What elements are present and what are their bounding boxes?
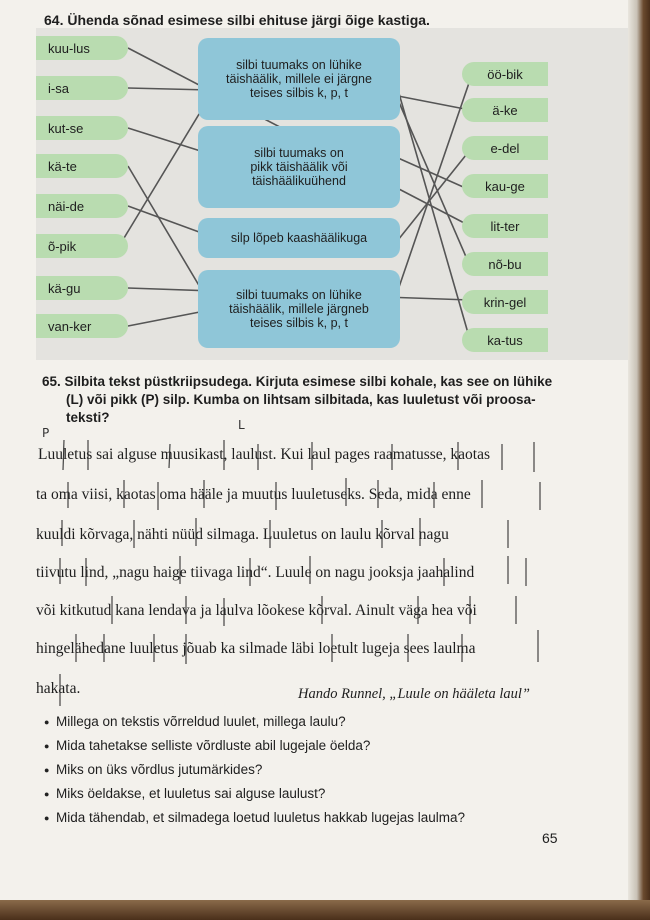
word-label: i-sa (48, 80, 69, 96)
exercise-65-title-line3: teksti? (66, 410, 110, 425)
citation: Hando Runnel, „Luule on hääleta laul” (298, 686, 530, 702)
text-line-3: kuuldi kõrvaga, nähti nüüd silmaga. Luuletus on laulu kõrval nagu (36, 526, 449, 543)
text-line-4: tiivutu lind, „nagu haige tiivaga lind“. Luule on nagu jooksja jaahalind (36, 564, 475, 581)
question-item: ● Miks on üks võrdlus jutumärkides? (56, 762, 262, 777)
box-line: teises silbis k, p, t (250, 316, 348, 330)
box-line: pikk täishäälik või (250, 160, 348, 174)
word-label: näi-de (48, 198, 85, 214)
box-line: täishäälikuühend (252, 174, 346, 188)
word-label: van-ker (48, 318, 92, 334)
handwritten-mark-p: P (42, 426, 50, 440)
box-line: täishäälik, millele ei järgne (226, 72, 372, 86)
text-line-5: või kitkutud kana lendava ja laulva lõokese kõrval. Ainult väga hea või (36, 602, 477, 619)
word-label: krin-gel (483, 294, 527, 310)
word-label: öö-bik (487, 66, 523, 82)
word-label: e-del (490, 140, 520, 156)
word-label: õ-pik (48, 238, 77, 254)
handwritten-mark-l: L (238, 418, 245, 432)
word-label: lit-ter (490, 218, 520, 234)
question-item: ● Mida tähendab, et silmadega loetud luuletus hakkab lugejas laulma? (56, 810, 465, 825)
question-item: ● Millega on tekstis võrreldud luulet, millega laulu? (56, 714, 346, 729)
box-line: teises silbis k, p, t (250, 86, 348, 100)
box-line: täishäälik, millele järgneb (229, 302, 369, 316)
box-line: silbi tuumaks on lühike (236, 58, 362, 72)
exercise-65-title-line1: 65. Silbita tekst püstkriipsudega. Kirjuta esimese silbi kohale, kas see on lühike (42, 374, 553, 389)
box-line: silp lõpeb kaashäälikuga (230, 231, 368, 245)
exercise-65-title-line2: (L) või pikk (P) silp. Kumba on lihtsam silbitada, kas luuletust või proosa- (66, 392, 536, 407)
word-label: kut-se (48, 120, 84, 136)
text-line-2: ta oma viisi, kaotas oma hääle ja muutus luuletuseks. Seda, mida enne (36, 486, 471, 503)
word-label: nõ-bu (488, 256, 522, 272)
word-label: ka-tus (487, 332, 523, 348)
word-label: ä-ke (492, 102, 518, 118)
word-label: kä-te (48, 158, 77, 174)
exercise-64-title: 64. Ühenda sõnad esimese silbi ehituse järgi õige kastiga. (44, 12, 430, 28)
text-line-6: hingelähedane luuletus jõuab ka silmade läbi loetult lugeja sees laulma (36, 640, 476, 657)
word-label: kuu-lus (48, 40, 90, 56)
word-label: kä-gu (48, 280, 81, 296)
table-surface (0, 900, 650, 920)
page-number: 65 (542, 830, 558, 846)
question-item: ● Mida tahetakse selliste võrdluste abil lugejale öelda? (56, 738, 370, 753)
text-line-1: Luuletus sai alguse muusikast, laulust. Kui laul pages raamatusse, kaotas (38, 446, 490, 463)
box-line: silbi tuumaks on lühike (236, 288, 362, 302)
box-line: silbi tuumaks on (254, 146, 344, 160)
question-item: ● Miks öeldakse, et luuletus sai alguse laulust? (56, 786, 325, 801)
text-line-7: hakata. (36, 680, 81, 697)
word-label: kau-ge (485, 178, 525, 194)
